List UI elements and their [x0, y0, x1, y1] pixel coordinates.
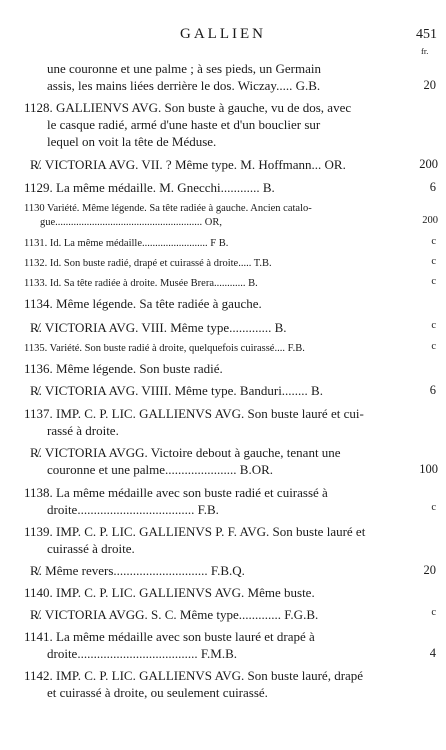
catalogue-line: 1129. La même médaille. M. Gnecchi............ B.: [24, 180, 275, 195]
price-value: 6: [429, 383, 436, 397]
catalogue-line: 1133. Id. Sa tête radiée à droite. Musée Brera............ B.: [24, 278, 258, 289]
catalogue-line: R̸. VICTORIA AVG. VII. ? Même type. M. Hoffmann... OR.: [30, 157, 346, 172]
catalogue-line: 1131. Id. La même médaille......................... F B.: [24, 238, 229, 249]
price-value: 6: [429, 180, 436, 194]
catalogue-line: une couronne et une palme ; à ses pieds, un Germain: [47, 61, 321, 76]
catalogue-line: 1142. IMP. C. P. LIC. GALLIENVS AVG. Son buste lauré, drapé: [24, 668, 364, 683]
price-value: c: [431, 256, 436, 267]
catalogue-line: R̸. Même revers............................. F.B.Q.: [30, 563, 245, 578]
catalogue-line: droite..................................... F.M.B.: [47, 646, 237, 661]
price-value: c: [431, 502, 436, 513]
price-value: 200: [422, 215, 438, 226]
price-value: 20: [423, 78, 436, 92]
price-value: c: [431, 236, 436, 247]
catalogue-line: 1140. IMP. C. P. LIC. GALLIENVS AVG. Même buste.: [24, 585, 315, 600]
price-value: 100: [419, 462, 438, 476]
catalogue-line: 1134. Même légende. Sa tête radiée à gauche.: [24, 296, 262, 311]
catalogue-line: rassé à droite.: [47, 423, 119, 438]
page-number: 451: [416, 27, 437, 42]
catalogue-line: R̸. VICTORIA AVGG. Victoire debout à gauche, tenant une: [30, 445, 341, 460]
unit-label: fr.: [421, 46, 429, 56]
catalogue-line: le casque radié, armé d'une haste et d'un bouclier sur: [47, 117, 321, 132]
catalogue-line: 1130 Variété. Même légende. Sa tête radiée à gauche. Ancien catalo-: [24, 203, 312, 214]
catalogue-line: 1128. GALLIENVS AVG. Son buste à gauche, vu de dos, avec: [24, 100, 352, 115]
catalogue-line: 1138. La même médaille avec son buste radié et cuirassé à: [24, 485, 328, 500]
catalogue-line: 1132. Id. Son buste radié, drapé et cuirassé à droite..... T.B.: [24, 258, 272, 269]
catalogue-line: et cuirassé à droite, ou seulement cuirassé.: [47, 685, 268, 700]
catalogue-line: 1136. Même légende. Son buste radié.: [24, 361, 223, 376]
catalogue-line: 1137. IMP. C. P. LIC. GALLIENVS AVG. Son buste lauré et cui-: [24, 406, 364, 421]
catalogue-line: R̸. VICTORIA AVG. VIIII. Même type. Banduri........ B.: [30, 383, 323, 398]
catalogue-line: 1135. Variété. Son buste radié à droite, quelquefois cuirassé.... F.B.: [24, 343, 305, 354]
catalogue-line: R̸. VICTORIA AVGG. S. C. Même type............. F.G.B.: [30, 607, 319, 622]
catalogue-line: 1141. La même médaille avec son buste lauré et drapé à: [24, 629, 315, 644]
catalogue-line: cuirassé à droite.: [47, 541, 135, 556]
price-value: c: [431, 341, 436, 352]
catalogue-line: 1139. IMP. C. P. LIC. GALLIENVS P. F. AVG. Son buste lauré et: [24, 524, 366, 539]
price-value: c: [431, 276, 436, 287]
price-value: c: [431, 320, 436, 331]
running-header-title: GALLIEN: [180, 26, 266, 42]
catalogue-line: gue........................................................ OR,: [40, 217, 222, 228]
catalogue-line: droite.................................... F.B.: [47, 502, 219, 517]
price-value: 20: [423, 563, 436, 577]
catalogue-line: couronne et une palme...................... B.OR.: [47, 462, 274, 477]
catalogue-line: R̸. VICTORIA AVG. VIII. Même type............. B.: [30, 320, 287, 335]
price-value: 200: [419, 157, 438, 171]
catalogue-line: lequel on voit la tête de Méduse.: [47, 134, 217, 149]
price-value: 4: [429, 646, 436, 660]
price-value: c: [431, 607, 436, 618]
catalogue-line: assis, les mains liées derrière le dos. Wiczay..... G.B.: [47, 78, 321, 93]
